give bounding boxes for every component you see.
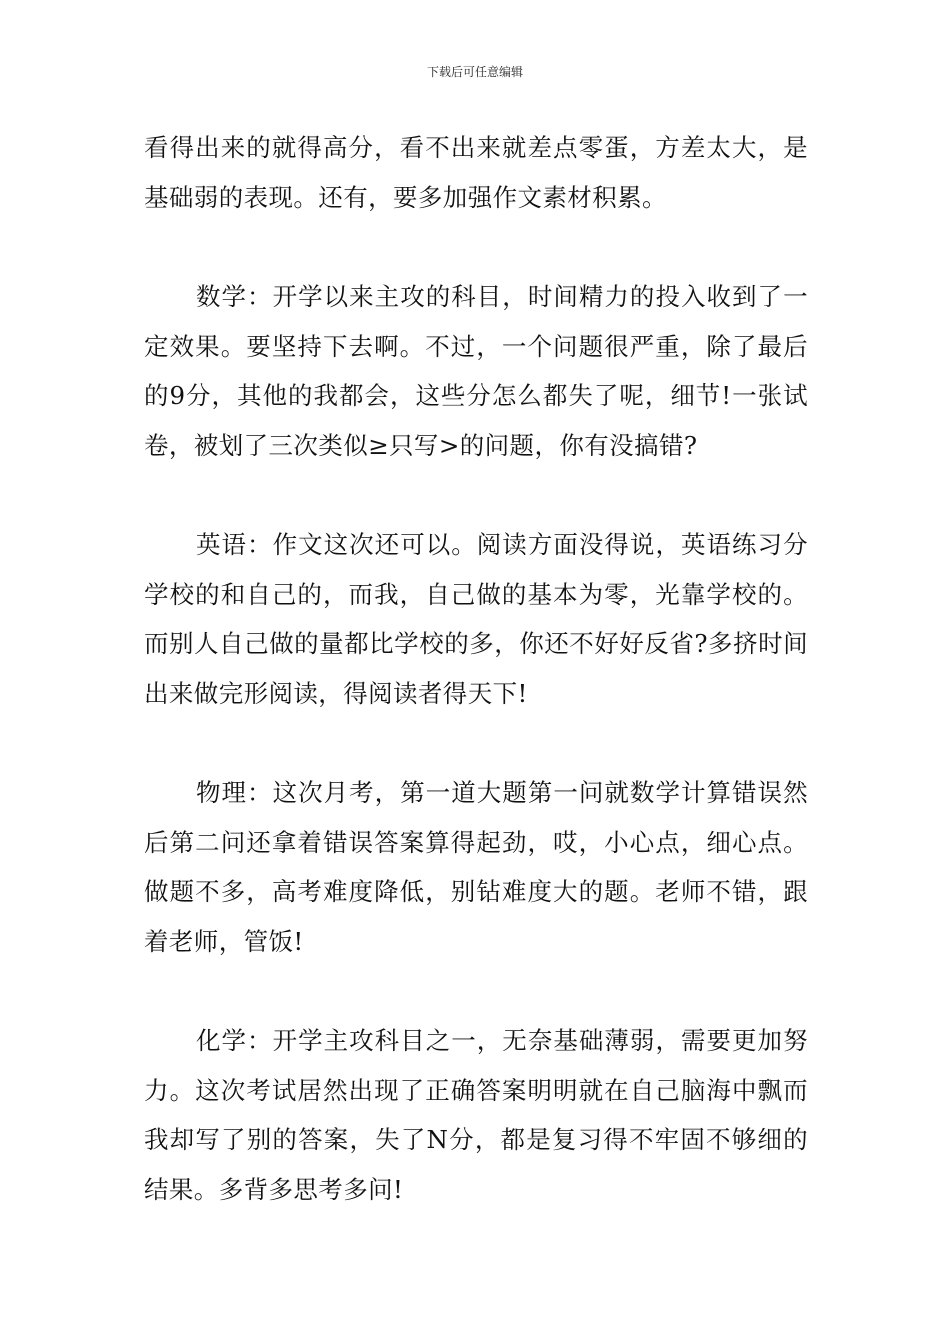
paragraph-gap	[144, 470, 808, 520]
paragraph-physics: 物理：这次月考，第一道大题第一问就数学计算错误然后第二问还拿着错误答案算得起劲，哎，小心点，细心点。做题不多，高考难度降低，别钻难度大的题。老师不错，跟着老师，管饭!	[144, 778, 808, 956]
paragraph-intro-continuation: 看得出来的就得高分，看不出来就差点零蛋，方差太大，是基础弱的表现。还有，要多加强作文素材积累。	[144, 133, 808, 212]
paragraph-english: 英语：作文这次还可以。阅读方面没得说，英语练习分学校的和自己的，而我，自己做的基本为零，光靠学校的。而别人自己做的量都比学校的多，你还不好好反省?多挤时间出来做完形阅读，得阅读者得天下!	[144, 530, 808, 708]
paragraph-math: 数学：开学以来主攻的科目，时间精力的投入收到了一定效果。要坚持下去啊。不过，一个问题很严重，除了最后的9分，其他的我都会，这些分怎么都失了呢，细节!一张试卷，被划了三次类似≥只写>的问题，你有没搞错?	[144, 282, 808, 460]
paragraph-gap	[144, 966, 808, 1016]
page-header-note: 下载后可任意编辑	[426, 65, 523, 79]
paragraph-gap	[144, 718, 808, 768]
document-body	[144, 123, 808, 1214]
paragraph-gap	[144, 222, 808, 272]
paragraph-chemistry: 化学：开学主攻科目之一，无奈基础薄弱，需要更加努力。这次考试居然出现了正确答案明明就在自己脑海中飘而我却写了别的答案，失了N分，都是复习得不牢固不够细的结果。多背多思考多问!	[144, 1026, 808, 1204]
